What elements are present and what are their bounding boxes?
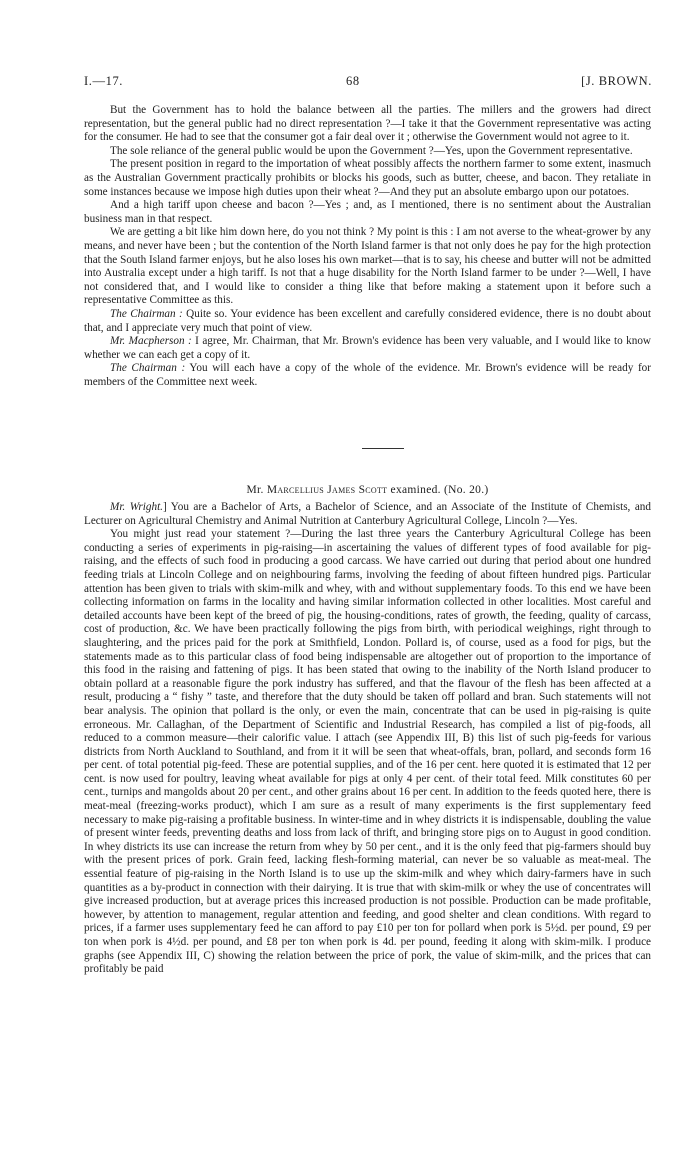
speaker: The Chairman : — [110, 362, 186, 375]
page-number: 68 — [346, 74, 360, 88]
paragraph: But the Government has to hold the balance between all the parties. The millers and the growers had direct representation, but the general public had no direct representation ?—I take it that the Government representative was acting for the consumer. He had to see that the consumer got a fair deal over it ; otherwise the Government would not agree to it. — [84, 104, 651, 144]
speech: ] You are a Bachelor of Arts, a Bachelor of Science, and an Associate of the Institute of Chemists, and Lecturer on Agricultural Chemistry and Animal Nutrition at Canterbury Agricultural College, Lincoln ?—Yes. — [84, 501, 651, 527]
scott-evidence — [84, 501, 651, 977]
paragraph: We are getting a bit like him down here, do you not think ? My point is this : I am not averse to the wheat-grower by any means, and never have been ; but the contention of the North Island farmer is that not only does he pay for the high protection that the South Island farmer enjoys, but he also loses his own market—that is to say, his cheese and butter will not be admitted into Australia except under a high tariff. Is not that a huge disability for the North Island farmer to be under ?—Well, I have not considered that, and I would like to consider a thing like that before making a statement upon it before such a representative Committee as this. — [84, 226, 651, 307]
title-prefix: Mr. — [246, 484, 267, 496]
paragraph: The sole reliance of the general public would be upon the Government ?—Yes, upon the Government representative. — [110, 144, 633, 157]
witness-name: [J. BROWN. — [581, 74, 652, 88]
paragraph — [84, 335, 651, 362]
speech: I agree, Mr. Chairman, that Mr. Brown's evidence has been very valuable, and I would like to know whether we can each get a copy of it. — [84, 335, 651, 361]
speech: You will each have a copy of the whole of the evidence. Mr. Brown's evidence will be ready for members of the Committee next week. — [84, 362, 651, 388]
paragraph: The present position in regard to the importation of wheat possibly affects the northern farmer to some extent, inasmuch as the Australian Government practically prohibits or blocks his goods, such as butter, cheese, and bacon. They retaliate in some instances because we impose high duties upon their wheat ?—And they put an absolute embargo upon our potatoes. — [84, 158, 651, 198]
paragraph: You might just read your statement ?—During the last three years the Canterbury Agricultural College has been conducting a series of experiments in pig-raising—in ascertaining the values of different types of food available for pig-raising, and the effects of such food in producing a good carcass. We have carried out during that period about one hundred feeding trials at Lincoln College and on neighbouring farms, involving the feeding of about fifteen hundred pigs. Particular attention has been given to trials with skim-milk and whey, with and without supplementary foods. To this end we have been collecting information on farms in the locality and having similar information collected in other localities. Most careful and detailed accounts have been kept of the breed of pig, the housing-conditions, rates of growth, the feeding, quality of carcass, cost of production, &c. We have been practically following the pigs from birth, with periodical weighings, right through to slaughtering, and the prices paid for the pork at Smithfield, London. Pollard is, of course, used as a food for pigs, but the statements made as to this particular class of food being indispensable are altogether out of proportion to the importance of this food in the raising and fattening of pigs. It has been stated that owing to the inability of the North Island producer to obtain pollard at a reasonable figure the pork industry has suffered, and that the flavour of the flesh has been affected at a result, producing a “ fishy ” taste, and therefore that the duty should be taken off pollard and bran. Such statements will not bear analysis. The opinion that pollard is the only, or even the main, concentrate that can be used in pig-raising is quite erroneous. Mr. Callaghan, of the Department of Scientific and Industrial Research, has compiled a list of pig-foods, all reduced to a common measure—their calorific value. I attach (see Appendix III, B) this list of such pig-feeds for various districts from North Auckland to Southland, and from it it will be seen that wheat-offals, bran, pollard, and seconds form 16 per cent. of total potential pig-feed. These are potential supplies, and of the 16 per cent. here quoted it is estimated that 12 per cent. is now used for poultry, leaving wheat available for pigs at only 4 per cent. of their total feed. Milk constitutes 60 per cent., turnips and mangolds about 20 per cent., and other grains about 16 per cent. In addition to the feeds quoted here, there is meat-meal (freezing-works product), which I am sure as a result of many experiments is the first supplementary feed necessary to make pig-raising a profitable business. In winter-time and in whey districts it is indispensable, doubling the value of present winter feeds, preventing deaths and loss from lack of thrift, and bringing store pigs on to August in good condition. In whey districts its use can increase the return from whey by 50 per cent., and it is the only feed that pig-farmers should buy with the present prices of pork. Grain feed, lacking flesh-forming material, can never be so valuable as meat-meal. The essential feature of pig-raising in the North Island is to use up the skim-milk and whey which dairy-farmers have in such quantities as a by-product in connection with their dairying. It is true that with skim-milk or whey the use of concentrates will give increased production, but at average prices this increased production is not possible. Production can be made profitable, however, by attention to management, regular attention and feeding, and good shelter and clean conditions. With regard to prices, if a farmer uses supplementary feed he can afford to pay £10 per ton for pollard when pork is 5½d. per pound, £9 per ton when pork is 4½d. per pound, and £8 per ton when pork is 4d. per pound, feeding it along with skim-milk. I produce graphs (see Appendix III, C) showing the relation between the price of pork, the value of skim-milk, and the prices that can profitably be paid — [84, 528, 651, 976]
paragraph: And a high tariff upon cheese and bacon ?—Yes ; and, as I mentioned, there is no sentiment about the Australian business man in that respect. — [84, 199, 651, 225]
paragraph — [84, 362, 651, 389]
speaker: Mr. Wright. — [110, 501, 163, 513]
title-suffix: examined. (No. 20.) — [387, 484, 489, 496]
speaker: The Chairman : — [110, 307, 183, 320]
page-header — [84, 74, 652, 90]
speech: Quite so. Your evidence has been excellent and carefully considered evidence, there is no doubt about that, and I appreciate very much that point of view. — [84, 307, 651, 334]
paragraph — [84, 308, 651, 335]
section-title — [84, 484, 651, 496]
paper-number: I.—17. — [84, 74, 124, 88]
witness-full-name: Marcellius James Scott — [266, 484, 388, 496]
section-divider — [362, 448, 404, 449]
speaker: Mr. Macpherson : — [110, 335, 192, 348]
paragraph — [84, 501, 651, 528]
brown-evidence — [84, 104, 651, 389]
